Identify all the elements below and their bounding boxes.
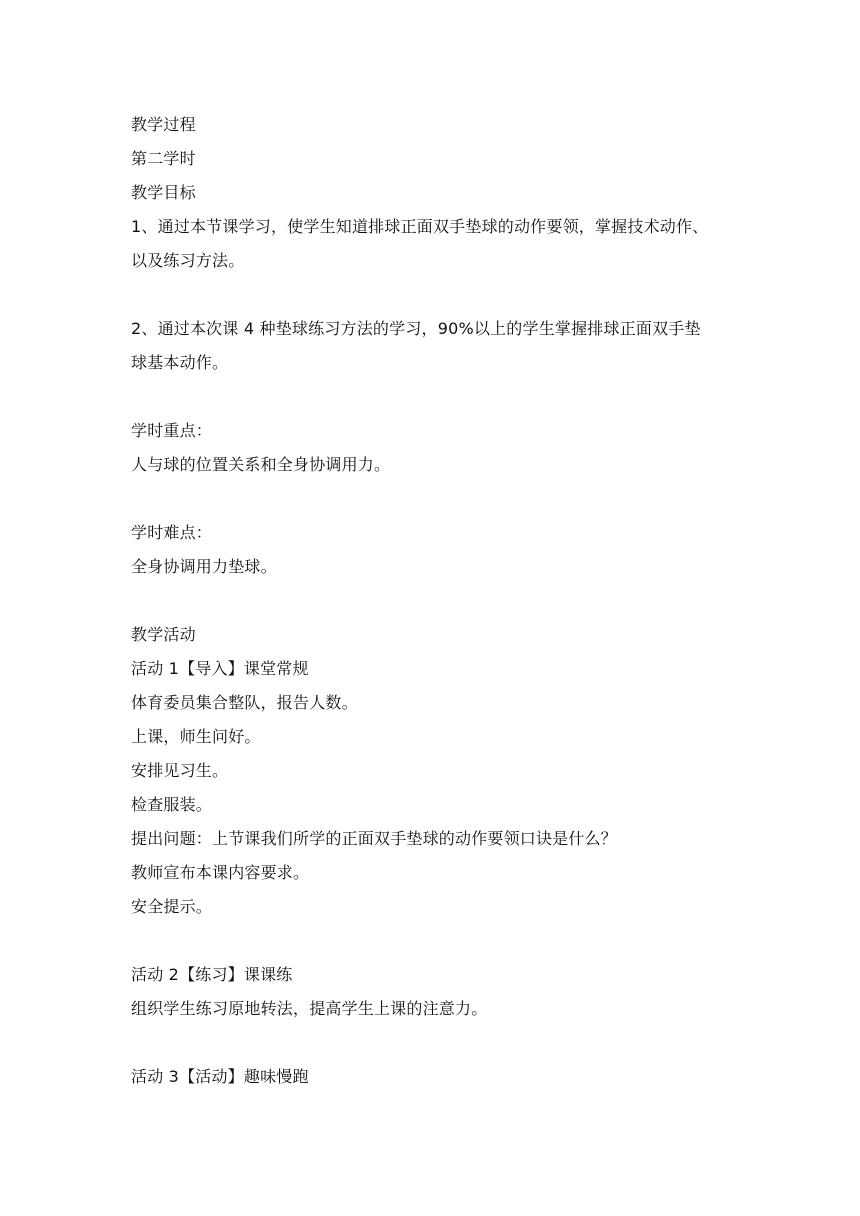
spacer <box>131 1026 741 1060</box>
activity-1-item: 教师宣布本课内容要求。 <box>131 863 310 882</box>
activity-1-item: 安全提示。 <box>131 897 213 916</box>
key-point-text: 人与球的位置关系和全身协调用力。 <box>131 455 391 474</box>
activity-1-title: 活动 1【导入】课堂常规 <box>131 659 309 678</box>
activity-2-text: 组织学生练习原地转法，提高学生上课的注意力。 <box>131 999 488 1018</box>
activity-2-title: 活动 2【练习】课课练 <box>131 965 293 984</box>
spacer <box>131 278 741 312</box>
heading-teaching-process: 教学过程 <box>131 115 196 134</box>
heading-teaching-goals: 教学目标 <box>131 183 196 202</box>
difficulty-label: 学时难点： <box>131 523 213 542</box>
activity-1-item: 提出问题：上节课我们所学的正面双手垫球的动作要领口诀是什么？ <box>131 829 618 848</box>
heading-second-period: 第二学时 <box>131 149 196 168</box>
spacer <box>131 584 741 618</box>
spacer <box>131 924 741 958</box>
activity-1-item: 检查服装。 <box>131 795 213 814</box>
spacer <box>131 482 741 516</box>
goal-1-line-2: 以及练习方法。 <box>131 251 245 270</box>
activities-heading: 教学活动 <box>131 625 196 644</box>
goal-2-line-2: 球基本动作。 <box>131 353 229 372</box>
difficulty-text: 全身协调用力垫球。 <box>131 557 277 576</box>
activity-3-title: 活动 3【活动】趣味慢跑 <box>131 1067 309 1086</box>
activity-1-item: 上课，师生问好。 <box>131 727 261 746</box>
key-point-label: 学时重点： <box>131 421 213 440</box>
activity-1-item: 体育委员集合整队，报告人数。 <box>131 693 358 712</box>
spacer <box>131 380 741 414</box>
goal-1-line-1: 1、通过本节课学习，使学生知道排球正面双手垫球的动作要领，掌握技术动作、 <box>131 217 709 236</box>
activity-1-item: 安排见习生。 <box>131 761 229 780</box>
goal-2-line-1: 2、通过本次课 4 种垫球练习方法的学习，90%以上的学生掌握排球正面双手垫 <box>131 319 701 338</box>
document-body <box>131 108 741 1094</box>
